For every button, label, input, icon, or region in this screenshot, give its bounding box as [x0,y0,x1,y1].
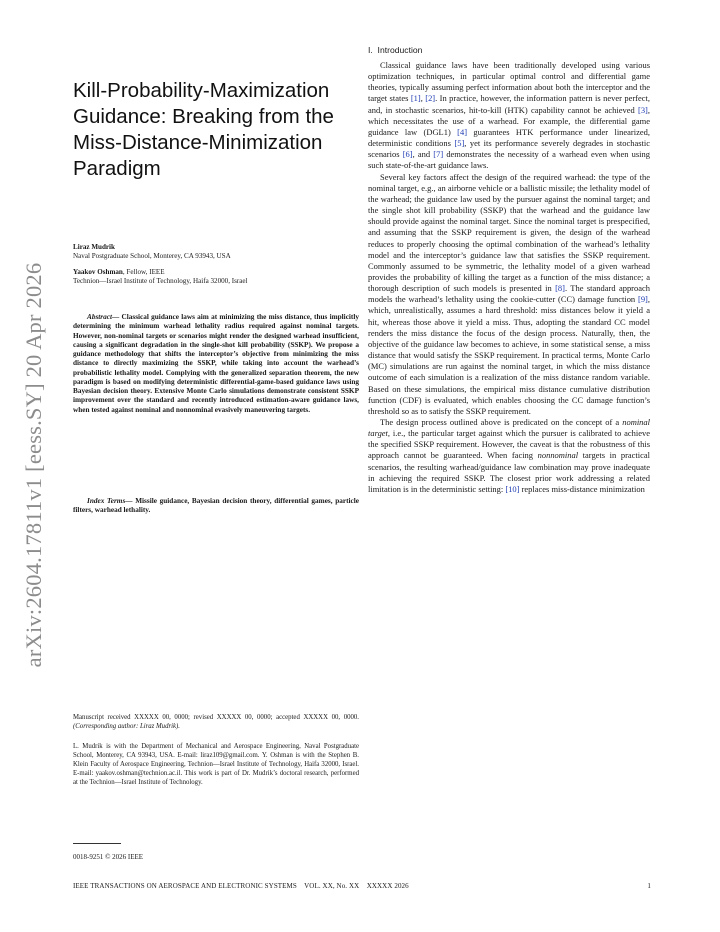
citation-link[interactable]: [6] [402,149,413,160]
citation-link[interactable]: [9] [638,294,648,305]
paper-title: Kill-Probability-Maximization Guidance: Breaking from the Miss-Distance-Minimization Paradigm [73,79,334,180]
intro-paragraph-3: The design process outlined above is predicated on the concept of a nominal target, i.e., the particular target against which the pursuer is calibrated to achieve the specified SSKP requirement. However, the caveat is that the robustness of this approach cannot be guaranteed. When facing nonnominal targets in practical scenarios, the resulting warhead/guidance law combination may prove inadequate in achieving the required SSKP. The closest prior work addressing a related limitation is in the deterministic setting: [10] replaces miss-distance minimization [368,417,650,494]
intro-column [368,45,650,495]
abstract-label: Abstract— [87,313,120,321]
copyright-line: 0018-9251 © 2026 IEEE [73,853,144,861]
citation-link[interactable]: [5] [454,138,465,149]
emphasis: nominal target [368,417,650,439]
author-affiliation: Naval Postgraduate School, Monterey, CA 93943, USA [73,252,231,261]
page-footer [73,882,651,890]
section-heading: I. Introduction [368,45,423,55]
journal-info: IEEE TRANSACTIONS ON AEROSPACE AND ELECTRONIC SYSTEMS VOL. XX, No. XX XXXXX 2026 [73,882,409,890]
footnote-received [73,714,359,732]
title-block [73,78,359,182]
corresponding-author: (Corresponding author: Liraz Mudrik). [73,722,180,730]
author-2 [73,268,359,277]
author-suffix: , Fellow, IEEE [122,267,165,276]
author-1 [73,243,359,252]
footnote-affiliations: L. Mudrik is with the Department of Mechanical and Aerospace Engineering, Naval Postgraduate School, Monterey, CA 93943, USA. E-mail: liraz109@gmail.com. Y. Oshman is with the Stephen B. Klein Faculty of Aerospace Engineering, Technion—Israel Institute of Technology, Haifa 32000, Israel. E-mail: yaakov.oshman@technion.ac.il. This work is part of Dr. Mudrik’s doctoral research, performed at the Technion—Israel Institute of Technology. [73,743,359,786]
arxiv-stamp [14,245,54,685]
citation-link[interactable]: [2] [425,93,436,104]
index-terms-text: Missile guidance, Bayesian decision theory, differential games, particle filters, warhead lethality. [73,497,359,515]
page-number: 1 [647,882,651,890]
citation-link[interactable]: [7] [433,149,444,160]
intro-paragraph-1: Classical guidance laws have been traditionally developed using various optimization techniques, in particular optimal control and differential game theories, typically assuming perfect information about both the interceptor and the target states [1], [2]. In practice, however, the information pattern is never perfect, and, in stochastic scenarios, hit-to-kill (HTK) capability cannot be achieved [3], which necessitates the use of a warhead. For example, the differential game guidance law (DGL1) [4] guarantees HTK performance under linearized, deterministic conditions [5], yet its performance severely degrades in stochastic scenarios [6], and [7] demonstrates the necessity of a warhead even when using such state-of-the-art guidance laws. [368,60,650,171]
citation-link[interactable]: [4] [457,126,468,137]
arxiv-stamp-text: arXiv:2604.17811v1 [eess.SY] 20 Apr 2026 [21,262,46,668]
author-name: Yaakov Oshman [73,267,123,276]
abstract [73,313,359,415]
intro-paragraph-2: Several key factors affect the design of the required warhead: the type of the nominal target, e.g., an airborne vehicle or a ballistic missile; the lethality model of the warhead; the guidance law used by the pursuer against the nominal target; and the single shot kill probability (SSKP) that the warhead and the guidance law should provide against the nominal target. Since the nominal target is prespecified, and assuming that the SSKP requirement is given, the design of the warhead reduces to properly choosing the optimal combination of the warhead’s lethality model and the interceptor’s guidance law that satisfies the SSKP requirement. Commonly assumed to be symmetric, the lethality model of a given warhead provides the probability of killing the target as a function of the miss distance; a thorough description of such models is presented in [8]. The standard approach models the warhead’s lethality using the cookie-cutter (CC) damage function [9], which, unrealistically, assumes a hard threshold: miss distances below it yield a hit, whereas those above it yield a miss. Thus, adopting the standard CC model renders the miss distance the focus of the design process. Naturally, then, the objective of the guidance law becomes to achieve, in some statistical sense, a miss distance that would satisfy the SSKP requirement. In practical terms, Monte Carlo (MC) simulations are run against the nominal target, in which the miss distance outcome of each simulation is a realization of the miss distance random variable. Based on these simulations, the empirical miss distance cumulative distribution function (CDF) is evaluated, which enables choosing the CC damage function’s threshold so as to satisfy the SSKP requirement. [368,171,650,416]
emphasis: nonnominal [537,450,579,461]
citation-link[interactable]: [8] [555,283,565,294]
abstract-text: Classical guidance laws aim at minimizing the miss distance, thus implicitly determining the minimum warhead lethality radius required against nominal targets. However, non-nominal targets or scenarios might render the designed warhead insufficient, causing a significant degradation in the single-shot kill probability (SSKP). We propose a guidance methodology that shifts the interceptor’s objective from minimizing the miss distance to directly maximizing the SSKP, while taking into account the warhead’s probabilistic lethality model. Complying with the generalized separation theorem, the new paradigm is based on modifying deterministic differential-game-based guidance laws using Bayesian decision theory. Extensive Monte Carlo simulations demonstrate consistent SSKP improvement over the standard and recently introduced estimation-aware guidance laws, when tested against nominal and nonnominal evasively maneuvering targets. [73,313,359,414]
author-name: Liraz Mudrik [73,243,115,251]
citation-link[interactable]: [10] [505,483,520,494]
author-affiliation: Technion—Israel Institute of Technology, Haifa 32000, Israel [73,277,248,286]
footnote-received-text: Manuscript received XXXXX 00, 0000; revised XXXXX 00, 0000; accepted XXXXX 00, 0000. [73,714,359,721]
footnote-rule [73,843,121,844]
citation-link[interactable]: [3] [638,104,648,115]
citation-link[interactable]: [1] [410,93,421,104]
author-list [73,243,359,287]
index-terms [73,497,359,516]
index-terms-label: Index Terms— [87,497,133,505]
